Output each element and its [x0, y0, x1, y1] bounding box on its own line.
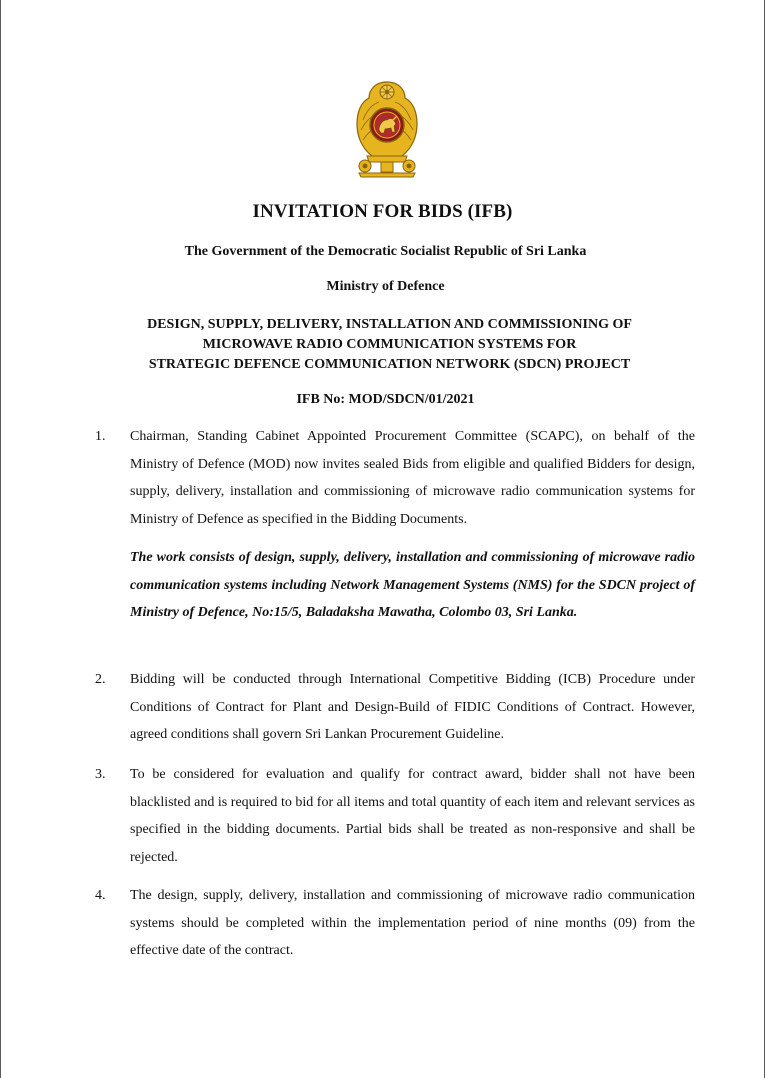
project-title — [101, 315, 678, 375]
paragraph-number: 4. — [95, 888, 106, 903]
project-title-line: STRATEGIC DEFENCE COMMUNICATION NETWORK (SDCN) PROJECT — [148, 357, 631, 372]
paragraph-text: The design, supply, delivery, installation and commissioning of microwave radio communication systems should be completed within the implementation period of nine months (09) from the effective date of the contract. — [130, 888, 695, 958]
paragraph-text: Bidding will be conducted through International Competitive Bidding (ICB) Procedure under Conditions of Contract for Plant and Design-Build of FIDIC Conditions of Contract. However, agreed conditions shall govern Sri Lankan Procurement Guideline. — [130, 672, 695, 742]
project-title-line: MICROWAVE RADIO COMMUNICATION SYSTEMS FOR — [202, 337, 577, 352]
paragraph-number: 2. — [95, 672, 106, 687]
project-title-line: DESIGN, SUPPLY, DELIVERY, INSTALLATION AND COMMISSIONING OF — [147, 317, 632, 332]
government-name: The Government of the Democratic Socialist Republic of Sri Lanka — [184, 244, 587, 259]
paragraph-number: 3. — [95, 767, 106, 782]
document-title: INVITATION FOR BIDS (IFB) — [252, 201, 513, 222]
sri-lanka-national-emblem-icon — [353, 80, 421, 178]
ifb-number: IFB No: MOD/SDCN/01/2021 — [296, 392, 475, 407]
paragraph-text: Chairman, Standing Cabinet Appointed Procurement Committee (SCAPC), on behalf of the Ministry of Defence (MOD) now invites sealed Bids from eligible and qualified Bidders for design, supply, delivery, installation and commissioning of microwave radio communication systems for Ministry of Defence as specified in the Bidding Documents. — [130, 429, 695, 527]
ministry-name: Ministry of Defence — [326, 279, 445, 294]
paragraph-number: 1. — [95, 429, 106, 444]
paragraph-text: To be considered for evaluation and qualify for contract award, bidder shall not have been blacklisted and is required to bid for all items and total quantity of each item and relevant services as specified in the bidding documents. Partial bids shall be treated as non-responsive and shall be rejected. — [130, 767, 695, 865]
paragraph-note: The work consists of design, supply, delivery, installation and commissioning of microwave radio communication systems including Network Management Systems (NMS) for the SDCN project of Ministry of Defence, No:15/5, Baladaksha Mawatha, Colombo 03, Sri Lanka. — [130, 550, 695, 620]
